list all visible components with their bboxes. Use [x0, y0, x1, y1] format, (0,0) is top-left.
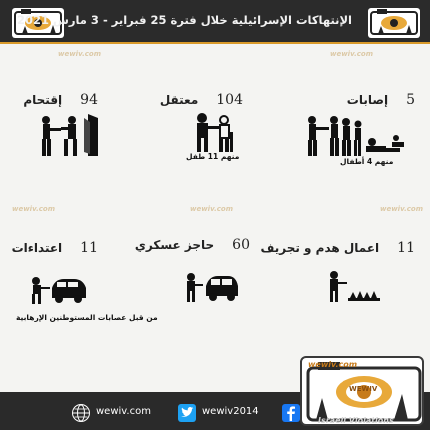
- logo-tagline: Israeli Violations: [318, 416, 394, 425]
- assaults-illustration: [30, 276, 88, 308]
- twitter-icon[interactable]: [178, 404, 196, 422]
- detainees-caption: منهم 11 طفل: [186, 152, 240, 161]
- assaults-caption: من قبل عصابات المستوطنين الإرهابية: [16, 313, 158, 322]
- stat-demolitions-number: 11: [397, 240, 415, 256]
- logo-wordmark: WEWIV: [349, 385, 378, 393]
- stat-demolitions-label: اعمال هدم و تجريف: [260, 241, 380, 255]
- stat-checkpoints-number: 60: [232, 237, 250, 253]
- stat-injuries-number: 5: [406, 92, 415, 108]
- stat-detainees-number: 104: [216, 92, 243, 108]
- checkpoints-illustration: [184, 272, 240, 306]
- brand-logo-right: [368, 8, 420, 38]
- stat-injuries: [275, 92, 415, 112]
- stat-raids: [0, 92, 98, 112]
- facebook-icon[interactable]: [282, 404, 300, 422]
- website-link[interactable]: wewiv.com: [96, 406, 151, 417]
- stat-assaults-label: اعتداءات: [11, 241, 63, 255]
- page-title: الإنتهاكات الإسرائيلية خلال فترة 25 فبراير - 3 مارس 2021: [16, 13, 352, 27]
- stat-detainees: [103, 92, 243, 112]
- stat-injuries-label: إصابات: [346, 93, 389, 107]
- detainees-illustration: [190, 112, 238, 156]
- injuries-caption: منهم 4 أطفال: [340, 157, 394, 166]
- twitter-handle[interactable]: wewiv2014: [202, 406, 259, 417]
- demolitions-illustration: [326, 270, 382, 306]
- stat-detainees-label: معتقل: [159, 93, 199, 107]
- logo-site: wewiv.com: [308, 360, 358, 369]
- stat-raids-number: 94: [80, 92, 98, 108]
- stat-demolitions: [260, 240, 415, 260]
- stat-assaults: [0, 240, 98, 260]
- stat-checkpoints: [110, 237, 250, 257]
- stat-assaults-number: 11: [80, 240, 98, 256]
- stat-raids-label: إقتحام: [23, 93, 63, 107]
- stat-checkpoints-label: حاجز عسكري: [134, 238, 215, 252]
- raids-illustration: [38, 112, 104, 162]
- globe-icon[interactable]: [72, 404, 90, 422]
